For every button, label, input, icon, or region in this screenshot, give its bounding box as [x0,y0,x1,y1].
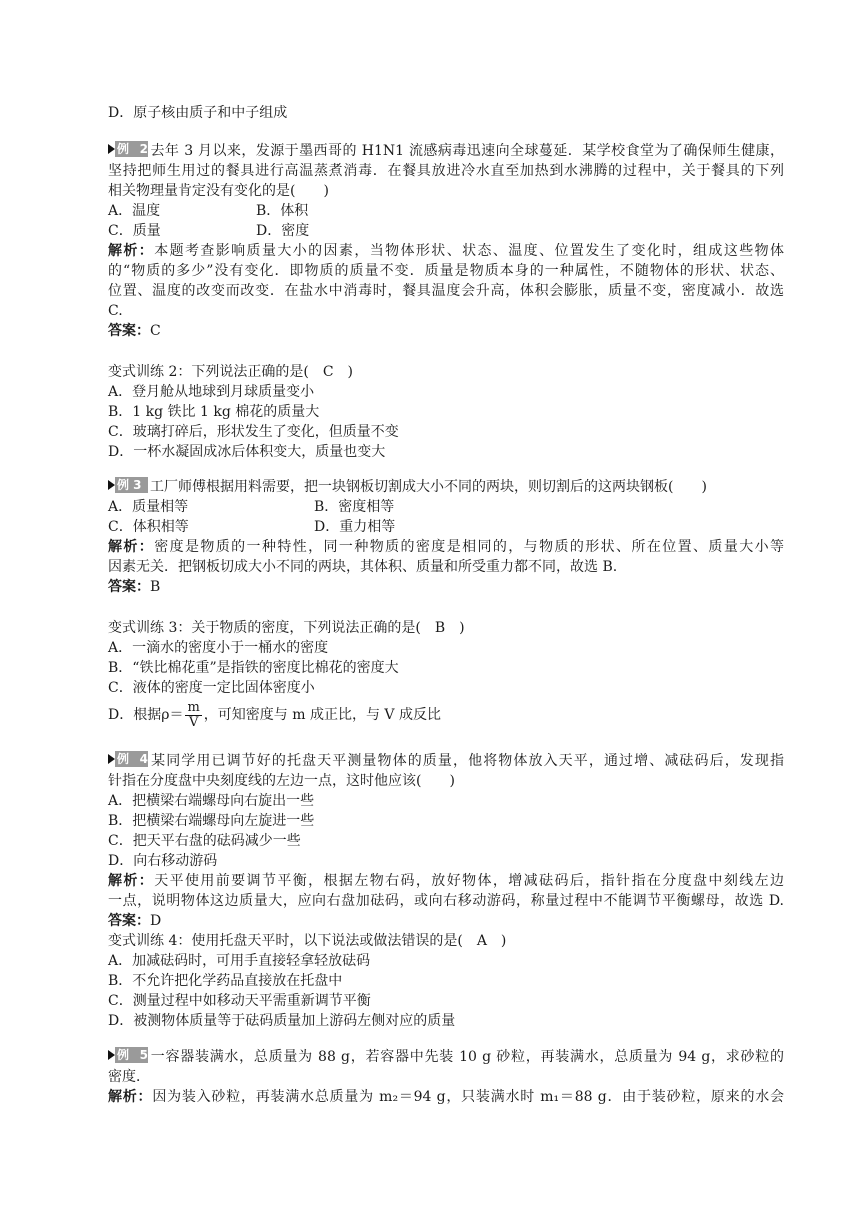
example-badge: 例 2 [108,141,148,157]
option-c: C．玻璃打碎后，形状发生了变化，但质量不变 [108,424,399,440]
example-5-question-line-1: 例 5 一容器装满水，总质量为 88 g，若容器中先装 10 g 砂粒，再装满水，总质量为 94 g，求砂粒的 [108,1047,784,1067]
example-badge: 例 3 [108,477,148,493]
analysis-line-2: 因素无关．把钢板切成大小不同的两块，其体积、质量和所受重力都不同，故选 B. [108,559,618,575]
option-a: A．一滴水的密度小于一桶水的密度 [108,640,329,656]
analysis-line-2: 一点，说明物体这边质量大，应向右盘加砝码，或向右移动游码，称量过程中不能调节平衡螺母，故选 D. [108,893,784,909]
example-2-question-line-1: 例 2 去年 3 月以来，发源于墨西哥的 H1N1 流感病毒迅速向全球蔓延．某学校食堂为了确保师生健康， [108,141,784,161]
analysis-line-2: 的“物质的多少”没有变化．即物质的质量不变．质量是物质本身的一种属性，不随物体的形状、状态、 [108,263,784,279]
option-d: D．一杯水凝固成冰后体积变大，质量也变大 [108,444,386,460]
option-c: C．测量过程中如移动天平需重新调节平衡 [108,993,371,1009]
example-badge: 例 4 [108,751,148,767]
analysis-line-3: 位置、温度的改变而改变．在盐水中消毒时，餐具温度会升高，体积会膨胀，质量不变，密度减小．故选 [108,283,784,299]
option-c: C．体积相等 [108,519,189,535]
analysis-line-1: 解析：天平使用前要调节平衡，根据左物右码，放好物体，增减砝码后，指针指在分度盘中刻线左边 [108,873,784,889]
analysis-line-1: 解析：密度是物质的一种特性，同一种物质的密度是相同的，与物质的形状、所在位置、质量大小等 [108,539,784,555]
analysis-line-1: 解析：因为装入砂粒，再装满水总质量为 m₂＝94 g，只装满水时 m₁＝88 g．由于装砂粒，原来的水会 [108,1089,784,1105]
option-a: A．温度 [108,203,161,219]
example-4-question-line-2: 针指在分度盘中央刻度线的左边一点，这时他应该( ) [108,773,455,789]
option-c: C．把天平右盘的砝码减少一些 [108,833,301,849]
option-a: A．加减砝码时，可用手直接轻拿轻放砝码 [108,953,371,969]
option-a: A．质量相等 [108,499,189,515]
example-2-question-line-2: 坚持把师生用过的餐具进行高温蒸煮消毒．在餐具放进冷水直至加热到水沸腾的过程中，关于餐具的下列 [108,163,784,179]
option-b: B．体积 [256,203,309,219]
fraction-m-over-v: $\frac{m}{V}$ [187,699,200,730]
example-2-question-line-3: 相关物理量肯定没有变化的是( ) [108,183,329,199]
option-b: B．不允许把化学药品直接放在托盘中 [108,973,343,989]
example-4-question-line-1: 例 4 某同学用已调节好的托盘天平测量物体的质量，他将物体放入天平，通过增、减砝码后，发现指 [108,751,784,771]
option-d: D．重力相等 [314,519,396,535]
option-c: C．质量 [108,223,161,239]
variant-4-title: 变式训练 4：使用托盘天平时，以下说法或做法错误的是( A ) [108,933,507,949]
answer-line: 答案：C [108,323,161,339]
option-d: D．被测物体质量等于砝码质量加上游码左侧对应的质量 [108,1013,456,1029]
option-d: D．向右移动游码 [108,853,218,869]
triangle-icon [108,480,115,490]
triangle-icon [108,754,115,764]
example-3-question-line-1: 例 3 工厂师傅根据用料需要，把一块钢板切割成大小不同的两块，则切割后的这两块钢板( ) [108,477,707,497]
option-c: C．液体的密度一定比固体密度小 [108,680,315,696]
option-b: B．把横梁右端螺母向左旋进一些 [108,813,315,829]
example-5-question-line-2: 密度． [108,1069,150,1085]
analysis-line-4: C. [108,303,123,319]
analysis-line-1: 解析：本题考查影响质量大小的因素，当物体形状、状态、温度、位置发生了变化时，组成这些物体 [108,243,784,259]
option-d: D．根据ρ＝ $\frac{m}{V}$ ，可知密度与 m 成正比，与 V 成反比 [108,699,441,730]
variant-3-title: 变式训练 3：关于物质的密度，下列说法正确的是( B ) [108,620,465,636]
variant-2-title: 变式训练 2：下列说法正确的是( C ) [108,364,353,380]
answer-line: 答案：D [108,913,162,929]
answer-line: 答案：B [108,579,161,595]
option-a: A．把横梁右端螺母向右旋出一些 [108,793,315,809]
triangle-icon [108,144,115,154]
triangle-icon [108,1050,115,1060]
option-b: B．1 kg 铁比 1 kg 棉花的质量大 [108,404,320,420]
option-line: D．原子核由质子和中子组成 [108,105,288,121]
option-b: B．密度相等 [314,499,395,515]
example-badge: 例 5 [108,1047,148,1063]
option-a: A．登月舱从地球到月球质量变小 [108,384,315,400]
option-b: B．“铁比棉花重”是指铁的密度比棉花的密度大 [108,660,399,676]
option-d: D．密度 [256,223,310,239]
